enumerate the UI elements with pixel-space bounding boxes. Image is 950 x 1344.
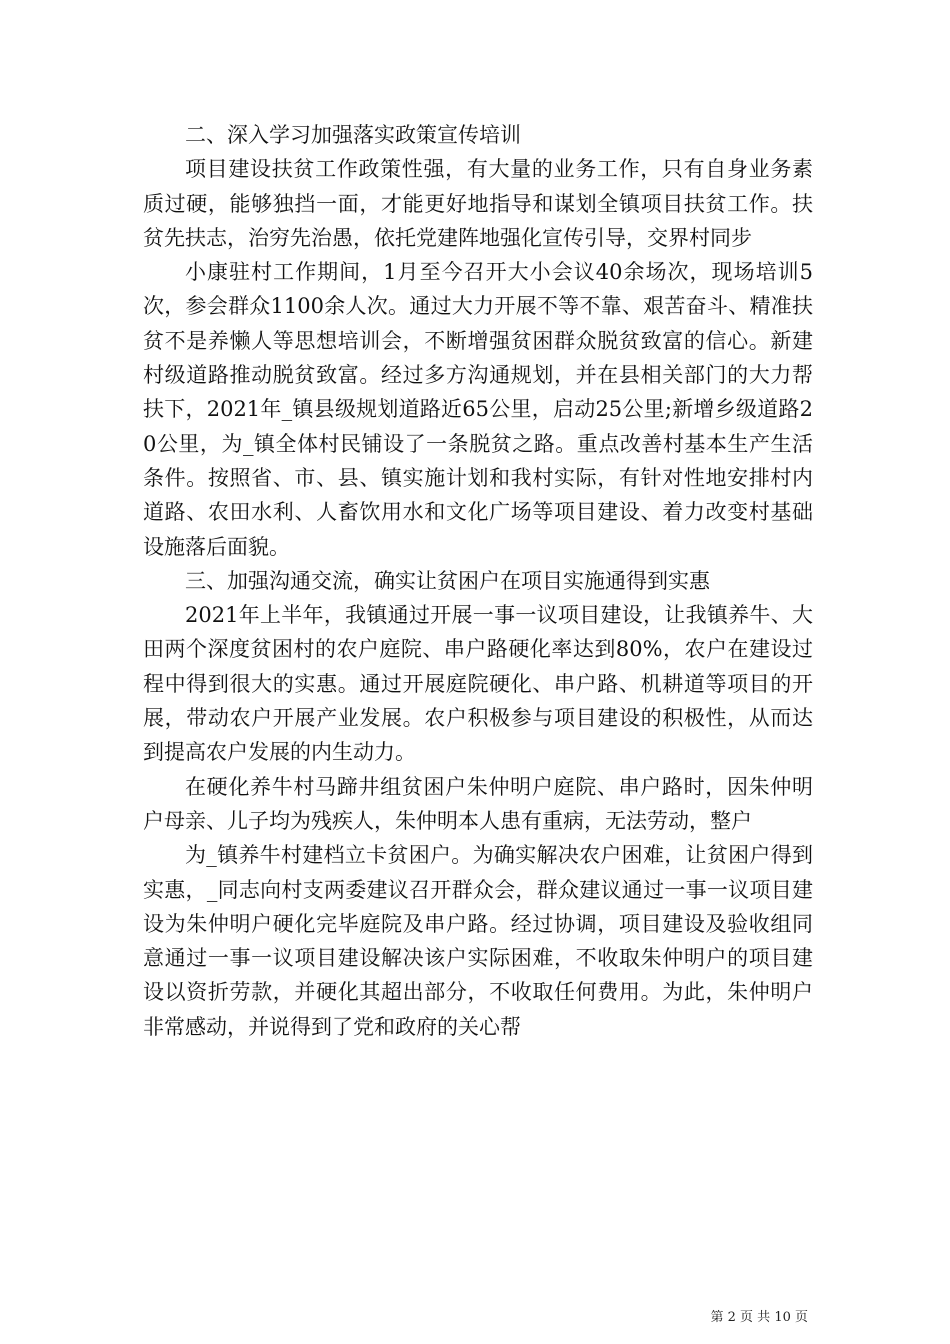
paragraph: 在硬化养牛村马蹄井组贫困户朱仲明户庭院、串户路时，因朱仲明户母亲、儿子均为残疾人，朱仲明本人患有重病，无法劳动，整户 xyxy=(143,774,813,833)
paragraph: 2021年上半年，我镇通过开展一事一议项目建设，让我镇养牛、大田两个深度贫困村的农户庭院、串户路硬化率达到80%，农户在建设过程中得到很大的实惠。通过开展庭院硬化、串户路、机耕道等项目的开展，带动农户开展产业发展。农户积极参与项目建设的积极性，从而达到提高农户发展的内生动力。 xyxy=(143,603,813,765)
section-heading: 三、加强沟通交流，确实让贫困户在项目实施通得到实惠 xyxy=(185,568,710,593)
paragraph: 小康驻村工作期间，1月至今召开大小会议40余场次，现场培训5次，参会群众1100余人次。通过大力开展不等不靠、艰苦奋斗、精准扶贫不是养懒人等思想培训会，不断增强贫困群众脱贫致富的信心。新建村级道路推动脱贫致富。经过多方沟通规划，并在县相关部门的大力帮扶下，2021年_镇县级规划道路近65公里，启动25公里;新增乡级道路20公里，为_镇全体村民铺设了一条脱贫之路。重点改善村基本生产生活条件。按照省、市、县、镇实施计划和我村实际，有针对性地安排村内道路、农田水利、人畜饮用水和文化广场等项目建设、着力改变村基础设施落后面貌。 xyxy=(143,260,813,559)
paragraph: 项目建设扶贫工作政策性强，有大量的业务工作，只有自身业务素质过硬，能够独挡一面，才能更好地指导和谋划全镇项目扶贫工作。扶贫先扶志，治穷先治愚，依托党建阵地强化宣传引导，交界村同步 xyxy=(143,157,813,250)
document-body xyxy=(143,118,813,1044)
page-number: 第 2 页 共 10 页 xyxy=(710,1310,808,1325)
section-heading: 二、深入学习加强落实政策宣传培训 xyxy=(185,123,521,147)
paragraph: 为_镇养牛村建档立卡贫困户。为确实解决农户困难，让贫困户得到实惠，_同志向村支两委建议召开群众会，群众建议通过一事一议项目建设为朱仲明户硬化完毕庭院及串户路。经过协调，项目建设及验收组同意通过一事一议项目建设解决该户实际困难，不收取朱仲明户的项目建设以资折劳款，并硬化其超出部分，不收取任何费用。为此，朱仲明户非常感动，并说得到了党和政府的关心帮 xyxy=(143,843,813,1039)
